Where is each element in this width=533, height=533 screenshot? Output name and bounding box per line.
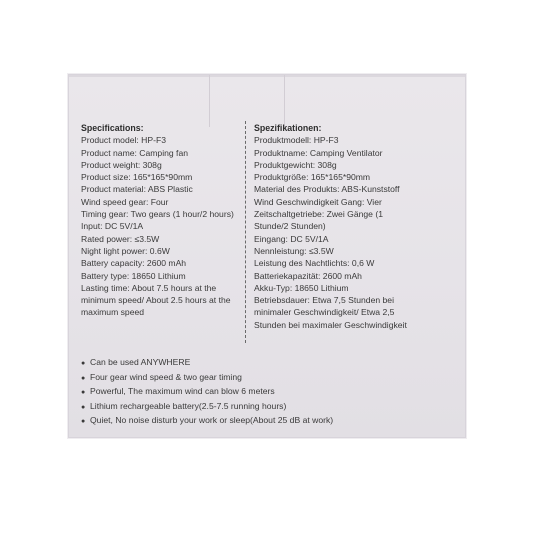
box-flap-crease-left <box>209 75 210 127</box>
specifications-heading: Specifications: <box>81 123 144 133</box>
spec-line: Product name: Camping fan <box>81 147 189 158</box>
spec-line: Battery capacity: 2600 mAh <box>81 258 187 269</box>
spec-line: Night light power: 0.6W <box>81 245 170 256</box>
feature-list <box>81 356 461 429</box>
spec-line: Timing gear: Two gears (1 hour/2 hours) <box>81 209 234 220</box>
spec-line: Nennleistung: ≤3.5W <box>254 245 334 256</box>
box-flap-edge <box>69 75 465 77</box>
column-divider <box>245 121 246 343</box>
feature-item <box>81 414 461 429</box>
spec-line: Lasting time: About 7.5 hours at the <box>81 282 217 293</box>
feature-text: Can be used ANYWHERE <box>90 357 191 367</box>
feature-text: Powerful, The maximum wind can blow 6 meters <box>90 386 275 397</box>
product-box <box>68 74 466 438</box>
feature-item <box>81 385 461 400</box>
spec-line: Produktgewicht: 308g <box>254 159 337 170</box>
spec-line: Wind speed gear: Four <box>81 196 169 207</box>
spec-line: Product size: 165*165*90mm <box>81 172 193 183</box>
spec-line: Input: DC 5V/1A <box>81 221 144 232</box>
spec-line: Stunde/2 Stunden) <box>254 221 326 232</box>
spec-line: Produktgröße: 165*165*90mm <box>254 172 371 183</box>
spec-line: Product weight: 308g <box>81 159 162 170</box>
spec-line: Wind Geschwindigkeit Gang: Vier <box>254 196 382 207</box>
feature-item <box>81 356 461 371</box>
spec-line: Rated power: ≤3.5W <box>81 233 160 244</box>
bullet-icon: ● <box>81 360 86 367</box>
feature-item <box>81 371 461 386</box>
spec-line: Produktname: Camping Ventilator <box>254 147 383 158</box>
bullet-icon: ● <box>81 374 86 382</box>
spezifikationen-heading: Spezifikationen: <box>254 123 322 133</box>
feature-text: Lithium rechargeable battery(2.5-7.5 running hours) <box>90 400 287 411</box>
spec-line: Produktmodell: HP-F3 <box>254 135 339 146</box>
bullet-icon: ● <box>81 403 86 411</box>
specifications-german <box>254 122 454 331</box>
spec-line: Material des Produkts: ABS-Kunststoff <box>254 184 400 195</box>
spec-line: minimaler Geschwindigkeit/ Etwa 2,5 <box>254 307 395 318</box>
feature-text: Quiet, No noise disturb your work or sleep(About 25 dB at work) <box>90 415 334 426</box>
spec-line: Stunden bei maximaler Geschwindigkeit <box>254 319 407 330</box>
spec-line: Akku-Typ: 18650 Lithium <box>254 282 349 293</box>
spec-line: minimum speed/ About 2.5 hours at the <box>81 295 231 306</box>
spec-line: Battery type: 18650 Lithium <box>81 270 186 281</box>
spec-line: Batteriekapazität: 2600 mAh <box>254 270 362 281</box>
bullet-icon: ● <box>81 389 86 397</box>
spec-line: Product material: ABS Plastic <box>81 184 193 195</box>
spec-line: Product model: HP-F3 <box>81 135 167 146</box>
spec-line: Leistung des Nachtlichts: 0,6 W <box>254 258 375 269</box>
spec-line: maximum speed <box>81 307 145 318</box>
bullet-icon: ● <box>81 418 86 426</box>
box-flap-crease-right <box>284 75 285 127</box>
feature-text: Four gear wind speed & two gear timing <box>90 371 242 382</box>
feature-item <box>81 400 461 415</box>
specifications-english <box>81 122 249 319</box>
spec-line: Zeitschaltgetriebe: Zwei Gänge (1 <box>254 209 383 220</box>
spec-line: Eingang: DC 5V/1A <box>254 233 329 244</box>
spec-line: Betriebsdauer: Etwa 7,5 Stunden bei <box>254 295 394 306</box>
